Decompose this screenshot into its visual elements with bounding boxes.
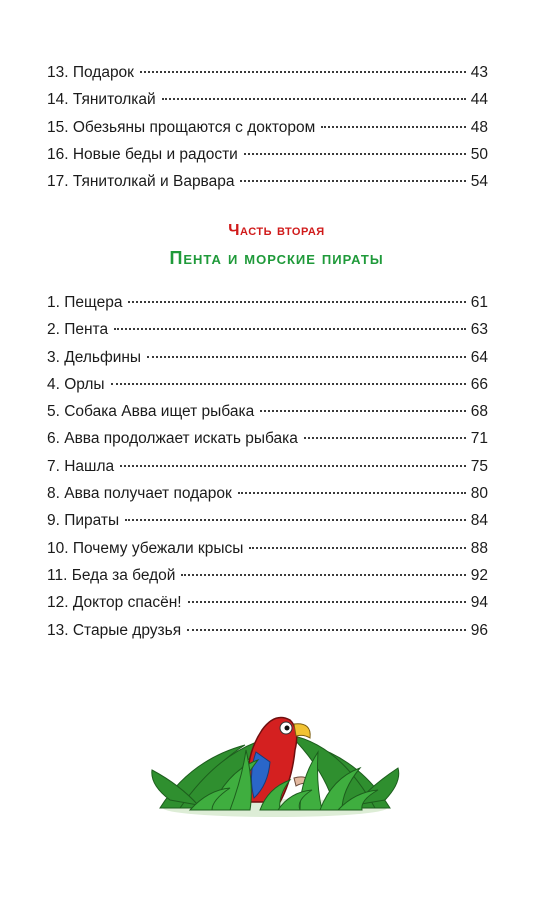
- toc-leader-dots: [240, 180, 466, 182]
- toc-leader-dots: [249, 547, 466, 549]
- toc-entry-title: 3. Дельфины: [47, 348, 142, 366]
- toc-entry[interactable]: [47, 425, 488, 452]
- toc-entry-title: 6. Авва продолжает искать рыбака: [47, 430, 298, 448]
- toc-entry[interactable]: [47, 398, 488, 425]
- toc-entry-title: 11. Беда за бедой: [47, 566, 176, 584]
- toc-leader-dots: [114, 328, 466, 330]
- toc-leader-dots: [128, 301, 466, 303]
- toc-entry[interactable]: [47, 480, 488, 507]
- toc-entry-page: 80: [470, 485, 488, 503]
- toc-leader-dots: [125, 519, 466, 521]
- part-title: Пента и морские пираты: [169, 248, 384, 268]
- toc-entry-page: 61: [470, 294, 488, 311]
- toc-entry-page: 44: [470, 91, 488, 109]
- toc-entry-page: 88: [470, 539, 488, 557]
- toc-entry[interactable]: [47, 86, 488, 113]
- toc-entry-title: 8. Авва получает подарок: [47, 485, 232, 503]
- toc-part1-list: [47, 59, 488, 195]
- toc-entry-page: 43: [470, 64, 488, 81]
- toc-entry-page: 48: [470, 118, 488, 136]
- toc-entry-page: 71: [470, 430, 488, 448]
- toc-entry[interactable]: [47, 562, 488, 589]
- toc-entry-page: 63: [470, 321, 488, 339]
- toc-entry-title: 7. Нашла: [47, 457, 115, 475]
- toc-entry[interactable]: [47, 289, 488, 316]
- toc-leader-dots: [188, 601, 466, 603]
- toc-entry-page: 84: [470, 512, 488, 530]
- toc-entry[interactable]: [47, 507, 488, 534]
- toc-entry[interactable]: [47, 141, 488, 168]
- toc-entry-page: 64: [470, 348, 488, 366]
- toc-entry[interactable]: [47, 114, 488, 141]
- parrot-in-grass-icon: [150, 690, 400, 820]
- part-label: Часть вторая: [228, 222, 325, 239]
- toc-entry[interactable]: [47, 535, 488, 562]
- toc-entry[interactable]: [47, 453, 488, 480]
- toc-entry[interactable]: [47, 168, 488, 195]
- toc-entry-title: 15. Обезьяны прощаются с доктором: [47, 118, 316, 136]
- toc-leader-dots: [162, 98, 466, 100]
- toc-entry-title: 1. Пещера: [47, 294, 123, 311]
- toc-entry-page: 92: [470, 566, 488, 584]
- toc-leader-dots: [238, 492, 466, 494]
- toc-leader-dots: [111, 383, 466, 385]
- toc-entry-page: 94: [470, 594, 488, 612]
- toc-entry-page: 66: [470, 375, 488, 393]
- toc-leader-dots: [321, 126, 466, 128]
- toc-entry-page: 96: [470, 621, 488, 639]
- toc-leader-dots: [187, 629, 466, 631]
- toc-entry-title: 16. Новые беды и радости: [47, 145, 238, 163]
- toc-entry-title: 10. Почему убежали крысы: [47, 539, 244, 557]
- toc-leader-dots: [260, 410, 466, 412]
- toc-entry-page: 54: [470, 173, 488, 191]
- toc-leader-dots: [120, 465, 466, 467]
- toc-entry-title: 2. Пента: [47, 321, 109, 339]
- toc-leader-dots: [140, 71, 466, 73]
- toc-entry-page: 50: [470, 145, 488, 163]
- toc-entry-title: 5. Собака Авва ищет рыбака: [47, 403, 255, 421]
- toc-entry-title: 14. Тянитолкай: [47, 91, 156, 109]
- toc-entry-page: 68: [470, 403, 488, 421]
- toc-entry[interactable]: [47, 316, 488, 343]
- toc-entry-title: 13. Подарок: [47, 64, 134, 81]
- toc-entry[interactable]: [47, 344, 488, 371]
- toc-entry[interactable]: [47, 59, 488, 86]
- toc-entry-title: 13. Старые друзья: [47, 621, 182, 639]
- toc-leader-dots: [181, 574, 466, 576]
- toc-entry-title: 9. Пираты: [47, 512, 120, 530]
- toc-entry-title: 4. Орлы: [47, 375, 105, 393]
- toc-entry[interactable]: [47, 617, 488, 644]
- toc-entry[interactable]: [47, 371, 488, 398]
- toc-entry-title: 17. Тянитолкай и Варвара: [47, 173, 235, 191]
- toc-leader-dots: [244, 153, 466, 155]
- toc-part2-list: [47, 289, 488, 644]
- toc-entry-page: 75: [470, 457, 488, 475]
- toc-leader-dots: [304, 437, 466, 439]
- toc-entry-title: 12. Доктор спасён!: [47, 594, 182, 612]
- toc-leader-dots: [147, 356, 466, 358]
- toc-entry[interactable]: [47, 589, 488, 616]
